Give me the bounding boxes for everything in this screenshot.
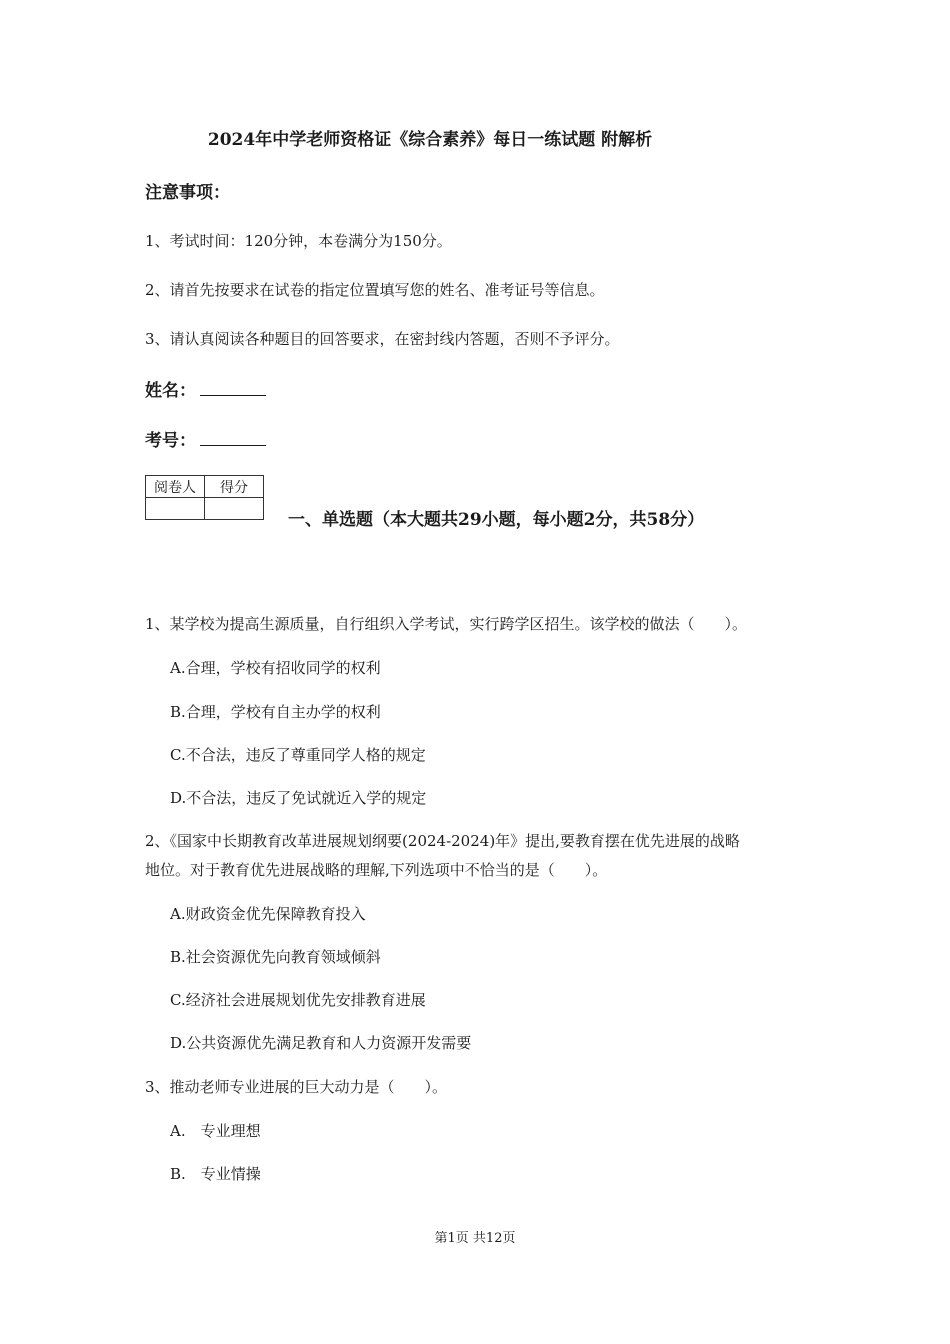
question-option: D.公共资源优先满足教育和人力资源开发需要	[170, 1034, 472, 1052]
score-cell	[205, 498, 264, 520]
question-option: B. 专业情操	[170, 1165, 261, 1183]
section-title: 一、单选题（本大题共29小题，每小题2分，共58分）	[288, 510, 705, 530]
score-header: 得分	[205, 476, 264, 498]
question-stem: 2、《国家中长期教育改革进展规划纲要(2024-2024)年》提出,要教育摆在优先进展的战略	[145, 832, 740, 850]
grader-table	[145, 475, 264, 520]
question-option: A.合理，学校有招收同学的权利	[170, 659, 381, 677]
name-blank	[200, 381, 266, 396]
notice-item: 1、考试时间：120分钟，本卷满分为150分。	[145, 232, 452, 250]
question-stem: 1、某学校为提高生源质量，自行组织入学考试，实行跨学区招生。该学校的做法（ ）。	[145, 615, 748, 633]
page-title: 2024年中学老师资格证《综合素养》每日一练试题 附解析	[207, 130, 653, 150]
page-footer: 第1页 共12页	[434, 1231, 516, 1246]
name-field	[145, 376, 266, 401]
question-option: C.经济社会进展规划优先安排教育进展	[170, 991, 426, 1009]
question-stem-continued: 地位。对于教育优先进展战略的理解,下列选项中不恰当的是（ ）。	[145, 861, 608, 879]
grader-cell	[146, 498, 205, 520]
question-option: B.合理，学校有自主办学的权利	[170, 703, 381, 721]
notice-item: 3、请认真阅读各种题目的回答要求，在密封线内答题，否则不予评分。	[145, 330, 620, 348]
exam-number-blank	[200, 431, 266, 446]
notice-heading: 注意事项：	[145, 183, 230, 203]
question-option: C.不合法，违反了尊重同学人格的规定	[170, 746, 426, 764]
exam-number-field	[145, 426, 266, 451]
question-option: A. 专业理想	[170, 1122, 261, 1140]
question-stem: 3、推动老师专业进展的巨大动力是（ ）。	[145, 1078, 448, 1096]
name-label: 姓名：	[145, 381, 196, 401]
notice-item: 2、请首先按要求在试卷的指定位置填写您的姓名、准考证号等信息。	[145, 281, 605, 299]
exam-number-label: 考号：	[145, 431, 196, 451]
question-option: B.社会资源优先向教育领域倾斜	[170, 948, 381, 966]
question-option: D.不合法，违反了免试就近入学的规定	[170, 789, 427, 807]
grader-header: 阅卷人	[146, 476, 205, 498]
question-option: A.财政资金优先保障教育投入	[170, 905, 366, 923]
